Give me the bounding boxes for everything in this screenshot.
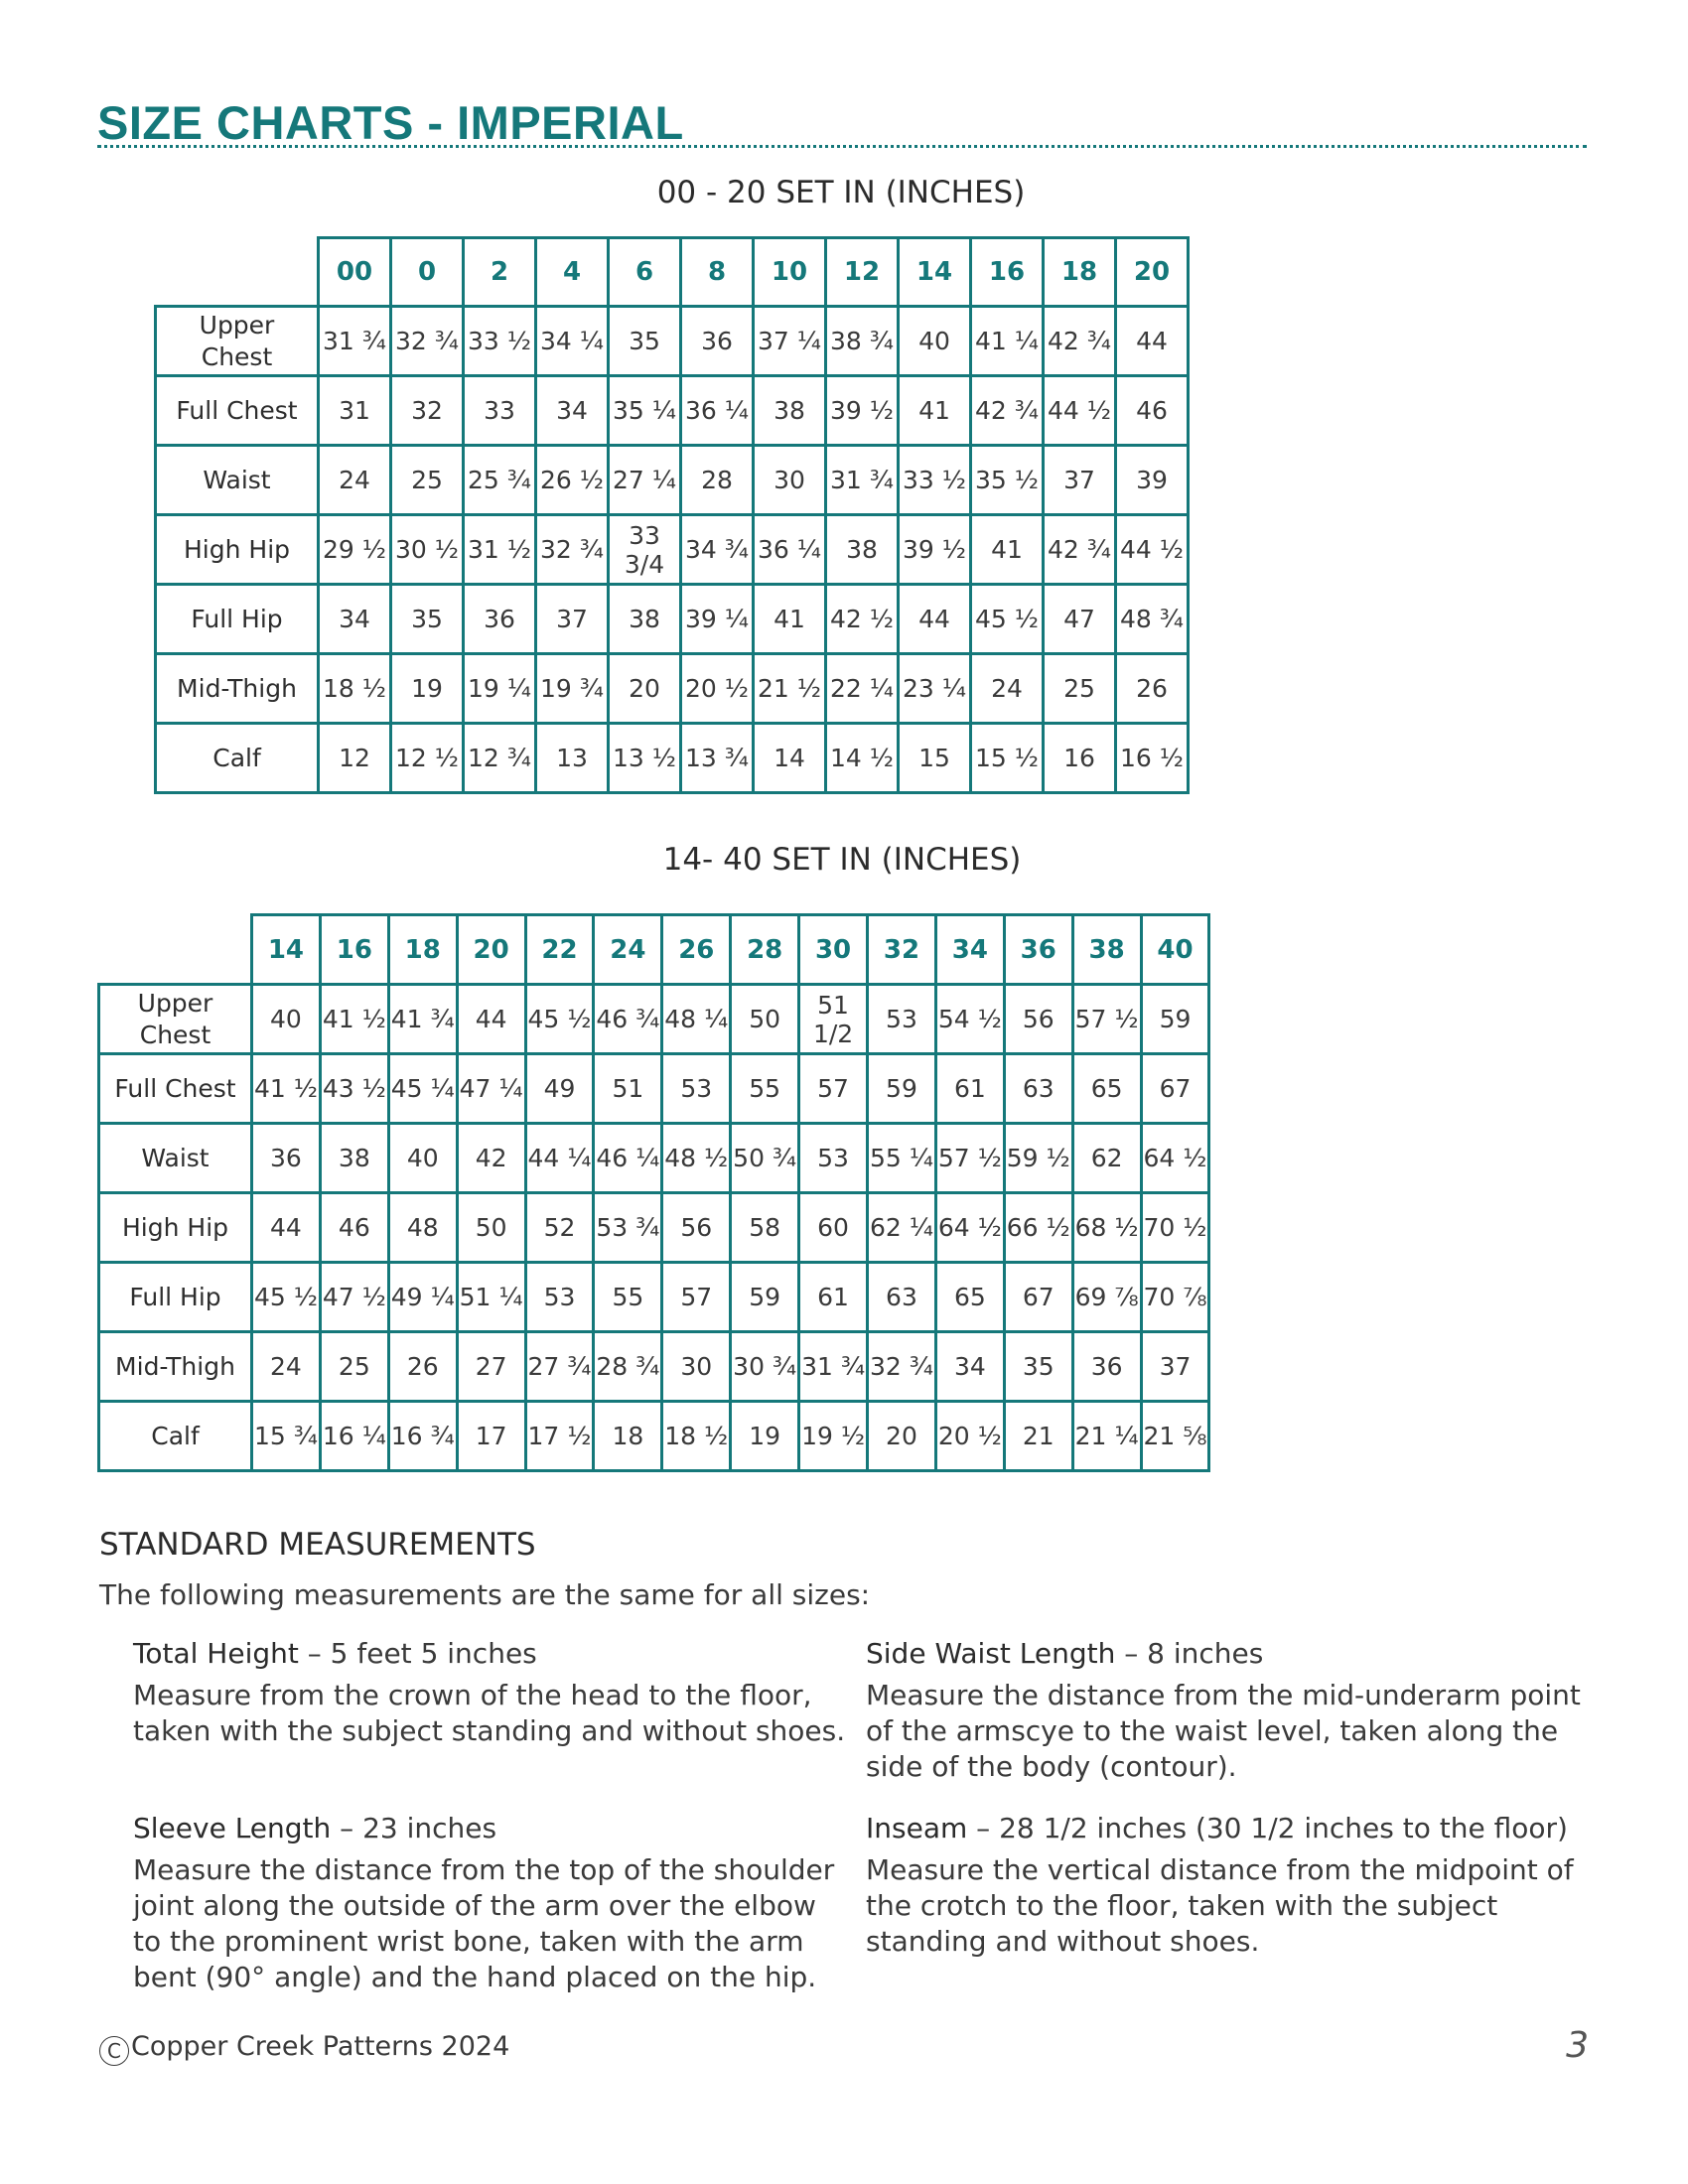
row-label: Full Hip [156, 585, 319, 654]
table-cell: 51 ¼ [457, 1263, 525, 1332]
table-cell: 62 ¼ [868, 1193, 936, 1263]
table-cell: 61 [799, 1263, 868, 1332]
row-label: Full Chest [99, 1054, 252, 1124]
table-title-14-40: 14- 40 SET IN (INCHES) [662, 842, 1022, 878]
size-header-cell: 34 [935, 915, 1004, 985]
table-row [99, 1402, 1209, 1471]
table-cell: 38 [609, 585, 681, 654]
table-cell: 36 ¼ [681, 376, 754, 446]
size-header-cell: 32 [868, 915, 936, 985]
size-header-cell: 4 [536, 238, 609, 307]
table-cell: 41 [754, 585, 826, 654]
table-cell: 17 ½ [525, 1402, 594, 1471]
table-cell: 34 [935, 1332, 1004, 1402]
table-cell: 40 [388, 1124, 457, 1193]
table-cell: 39 ½ [826, 376, 899, 446]
measurement-heading [866, 1636, 1581, 1672]
table-cell: 37 [1044, 446, 1116, 515]
table-cell: 61 [935, 1054, 1004, 1124]
table-cell: 18 [594, 1402, 662, 1471]
table-cell: 31 ¾ [826, 446, 899, 515]
row-label: Calf [156, 724, 319, 793]
standard-measurements-heading: STANDARD MEASUREMENTS [99, 1527, 536, 1563]
table-row [99, 1054, 1209, 1124]
table-cell: 13 ½ [609, 724, 681, 793]
table-cell: 34 [536, 376, 609, 446]
table-row [156, 446, 1189, 515]
table-cell: 54 ½ [935, 985, 1004, 1054]
table-cell: 62 [1072, 1124, 1141, 1193]
size-header-row [99, 915, 1209, 985]
table-cell: 55 ¼ [868, 1124, 936, 1193]
table-cell: 48 [388, 1193, 457, 1263]
measurement-inseam [866, 1811, 1581, 1960]
page-title: SIZE CHARTS - IMPERIAL [97, 96, 684, 149]
table-cell: 47 ¼ [457, 1054, 525, 1124]
table-cell: 42 ¾ [1044, 307, 1116, 376]
table-cell: 34 ¾ [681, 515, 754, 585]
table-cell: 44 ½ [1116, 515, 1189, 585]
table-cell: 13 ¾ [681, 724, 754, 793]
table-cell: 41 ½ [320, 985, 388, 1054]
measurement-name: Sleeve Length [133, 1812, 332, 1844]
measurement-description: Measure the vertical distance from the midpoint of the crotch to the floor, taken with the subject standing and without shoes. [866, 1853, 1574, 1958]
table-cell: 46 ¾ [594, 985, 662, 1054]
table-cell: 56 [1004, 985, 1072, 1054]
table-cell: 36 [252, 1124, 321, 1193]
table-cell: 49 [525, 1054, 594, 1124]
table-cell: 59 [868, 1054, 936, 1124]
table-cell: 37 [1141, 1332, 1209, 1402]
table-cell: 48 ½ [662, 1124, 731, 1193]
table-cell: 50 ¾ [731, 1124, 799, 1193]
table-cell: 16 [1044, 724, 1116, 793]
table-cell: 47 ½ [320, 1263, 388, 1332]
table-row [99, 1193, 1209, 1263]
table-cell: 37 [536, 585, 609, 654]
table-cell: 32 ¾ [868, 1332, 936, 1402]
copyright-icon: C [99, 2036, 129, 2066]
table-cell: 35 [609, 307, 681, 376]
copyright-text: Copper Creek Patterns 2024 [131, 2031, 510, 2062]
table-cell: 38 [826, 515, 899, 585]
footer-copyright [99, 2031, 509, 2066]
table-cell: 25 [391, 446, 464, 515]
size-header-cell: 30 [799, 915, 868, 985]
table-cell: 41 [971, 515, 1044, 585]
size-header-cell: 38 [1072, 915, 1141, 985]
table-row [99, 1332, 1209, 1402]
size-header-cell: 2 [464, 238, 536, 307]
table-cell: 25 [1044, 654, 1116, 724]
measurement-heading [133, 1636, 848, 1672]
table-cell: 20 ½ [681, 654, 754, 724]
table-cell: 16 ½ [1116, 724, 1189, 793]
table-cell: 32 [391, 376, 464, 446]
table-cell: 34 [319, 585, 391, 654]
table-cell: 35 [391, 585, 464, 654]
table-cell: 15 ½ [971, 724, 1044, 793]
size-header-cell: 6 [609, 238, 681, 307]
table-cell: 31 ¾ [799, 1332, 868, 1402]
table-cell: 36 ¼ [754, 515, 826, 585]
row-label: Full Hip [99, 1263, 252, 1332]
table-cell: 33 [464, 376, 536, 446]
measurement-heading [133, 1811, 848, 1846]
table-cell: 38 [320, 1124, 388, 1193]
table-cell: 45 ½ [971, 585, 1044, 654]
measurement-sleeve-length [133, 1811, 848, 1995]
size-header-cell: 40 [1141, 915, 1209, 985]
table-cell: 50 [731, 985, 799, 1054]
table-cell: 59 [731, 1263, 799, 1332]
table-cell: 37 ¼ [754, 307, 826, 376]
table-cell: 46 [320, 1193, 388, 1263]
measurement-total-height [133, 1636, 848, 1749]
table-cell: 64 ½ [1141, 1124, 1209, 1193]
size-header-cell: 8 [681, 238, 754, 307]
table-cell: 63 [868, 1263, 936, 1332]
size-header-cell: 12 [826, 238, 899, 307]
table-cell: 18 ½ [319, 654, 391, 724]
table-cell: 59 [1141, 985, 1209, 1054]
table-cell: 58 [731, 1193, 799, 1263]
table-cell: 49 ¼ [388, 1263, 457, 1332]
table-cell: 45 ½ [525, 985, 594, 1054]
size-header-cell: 00 [319, 238, 391, 307]
table-cell: 48 ¼ [662, 985, 731, 1054]
table-cell: 26 [388, 1332, 457, 1402]
table-cell: 70 ⅞ [1141, 1263, 1209, 1332]
table-cell: 45 ¼ [388, 1054, 457, 1124]
table-cell: 65 [1072, 1054, 1141, 1124]
measurement-description: Measure the distance from the mid-underarm point of the armscye to the waist level, taken along the side of the body (contour). [866, 1679, 1581, 1783]
table-cell: 22 ¼ [826, 654, 899, 724]
table-cell: 21 [1004, 1402, 1072, 1471]
table-cell: 32 ¾ [391, 307, 464, 376]
table-cell: 57 ½ [1072, 985, 1141, 1054]
table-cell: 32 ¾ [536, 515, 609, 585]
table-row [156, 376, 1189, 446]
table-row [156, 585, 1189, 654]
table-cell: 60 [799, 1193, 868, 1263]
table-cell: 53 [799, 1124, 868, 1193]
size-header-cell: 0 [391, 238, 464, 307]
table-cell: 44 [457, 985, 525, 1054]
table-cell: 21 ½ [754, 654, 826, 724]
size-header-cell: 10 [754, 238, 826, 307]
size-chart-00-20 [154, 236, 1190, 794]
table-cell: 57 [799, 1054, 868, 1124]
table-cell: 19 ¾ [536, 654, 609, 724]
size-header-cell: 18 [1044, 238, 1116, 307]
table-cell: 47 [1044, 585, 1116, 654]
size-header-cell: 36 [1004, 915, 1072, 985]
table-cell: 36 [464, 585, 536, 654]
size-header-cell: 22 [525, 915, 594, 985]
table-row [156, 307, 1189, 376]
table-cell: 26 ½ [536, 446, 609, 515]
table-cell: 44 [252, 1193, 321, 1263]
table-cell: 57 ½ [935, 1124, 1004, 1193]
table-row [99, 1263, 1209, 1332]
table-cell: 53 ¾ [594, 1193, 662, 1263]
table-cell: 16 ¾ [388, 1402, 457, 1471]
table-cell: 42 [457, 1124, 525, 1193]
table-cell: 41 [899, 376, 971, 446]
table-cell: 18 ½ [662, 1402, 731, 1471]
table-cell: 14 ½ [826, 724, 899, 793]
table-cell: 12 ¾ [464, 724, 536, 793]
measurement-name: Side Waist Length [866, 1637, 1116, 1670]
table-title-00-20: 00 - 20 SET IN (INCHES) [656, 175, 1026, 210]
table-cell: 14 [754, 724, 826, 793]
table-cell: 64 ½ [935, 1193, 1004, 1263]
table-cell: 30 [754, 446, 826, 515]
table-cell: 12 ½ [391, 724, 464, 793]
table-cell: 51 1/2 [799, 985, 868, 1054]
table-cell: 59 ½ [1004, 1124, 1072, 1193]
page-number: 3 [1566, 2025, 1589, 2066]
table-cell: 25 [320, 1332, 388, 1402]
measurement-name: Total Height [133, 1637, 299, 1670]
table-cell: 45 ½ [252, 1263, 321, 1332]
table-cell: 42 ½ [826, 585, 899, 654]
measurement-description: Measure the distance from the top of the shoulder joint along the outside of the arm over the elbow to the prominent wrist bone, taken with the arm bent (90° angle) and the hand placed on the hip. [133, 1853, 835, 1993]
size-chart-14-40 [97, 913, 1210, 1472]
table-cell: 33 ½ [899, 446, 971, 515]
table-cell: 24 [252, 1332, 321, 1402]
row-label: Full Chest [156, 376, 319, 446]
table-cell: 36 [1072, 1332, 1141, 1402]
table-cell: 12 [319, 724, 391, 793]
table-cell: 41 ½ [252, 1054, 321, 1124]
measurement-value: – 28 1/2 inches (30 1/2 inches to the floor) [967, 1812, 1568, 1844]
table-cell: 20 [868, 1402, 936, 1471]
table-cell: 55 [731, 1054, 799, 1124]
measurement-description: Measure from the crown of the head to the floor, taken with the subject standing and without shoes. [133, 1679, 846, 1747]
table-cell: 13 [536, 724, 609, 793]
table-cell: 41 ¾ [388, 985, 457, 1054]
table-corner [99, 915, 252, 985]
table-cell: 39 ½ [899, 515, 971, 585]
table-cell: 39 [1116, 446, 1189, 515]
table-cell: 35 ½ [971, 446, 1044, 515]
table-cell: 35 ¼ [609, 376, 681, 446]
table-cell: 23 ¼ [899, 654, 971, 724]
size-header-cell: 20 [1116, 238, 1189, 307]
table-cell: 53 [662, 1054, 731, 1124]
table-cell: 35 [1004, 1332, 1072, 1402]
size-header-cell: 26 [662, 915, 731, 985]
size-header-row [156, 238, 1189, 307]
table-row [99, 985, 1209, 1054]
table-cell: 65 [935, 1263, 1004, 1332]
table-cell: 28 ¾ [594, 1332, 662, 1402]
table-cell: 53 [525, 1263, 594, 1332]
table-cell: 15 ¾ [252, 1402, 321, 1471]
table-cell: 44 [1116, 307, 1189, 376]
table-cell: 26 [1116, 654, 1189, 724]
table-cell: 24 [319, 446, 391, 515]
row-label: Calf [99, 1402, 252, 1471]
table-cell: 31 ½ [464, 515, 536, 585]
size-header-cell: 24 [594, 915, 662, 985]
table-cell: 17 [457, 1402, 525, 1471]
table-cell: 56 [662, 1193, 731, 1263]
table-row [156, 724, 1189, 793]
row-label: Upper Chest [156, 307, 319, 376]
table-cell: 38 [754, 376, 826, 446]
table-cell: 19 [731, 1402, 799, 1471]
table-row [156, 515, 1189, 585]
table-corner [156, 238, 319, 307]
size-header-cell: 20 [457, 915, 525, 985]
table-cell: 67 [1141, 1054, 1209, 1124]
size-header-cell: 16 [971, 238, 1044, 307]
table-cell: 27 [457, 1332, 525, 1402]
table-cell: 70 ½ [1141, 1193, 1209, 1263]
measurement-value: – 5 feet 5 inches [298, 1637, 537, 1670]
table-cell: 44 [899, 585, 971, 654]
row-label: Waist [99, 1124, 252, 1193]
table-cell: 33 ½ [464, 307, 536, 376]
size-header-cell: 28 [731, 915, 799, 985]
table-cell: 20 [609, 654, 681, 724]
table-cell: 19 [391, 654, 464, 724]
table-row [99, 1124, 1209, 1193]
table-cell: 19 ¼ [464, 654, 536, 724]
table-cell: 36 [681, 307, 754, 376]
row-label: Mid-Thigh [156, 654, 319, 724]
measurement-heading [866, 1811, 1581, 1846]
table-cell: 39 ¼ [681, 585, 754, 654]
table-cell: 68 ½ [1072, 1193, 1141, 1263]
table-cell: 40 [899, 307, 971, 376]
measurement-value: – 8 inches [1115, 1637, 1264, 1670]
table-cell: 46 ¼ [594, 1124, 662, 1193]
size-header-cell: 14 [252, 915, 321, 985]
table-cell: 57 [662, 1263, 731, 1332]
table-cell: 44 ½ [1044, 376, 1116, 446]
table-cell: 42 ¾ [1044, 515, 1116, 585]
size-header-cell: 18 [388, 915, 457, 985]
size-header-cell: 16 [320, 915, 388, 985]
table-cell: 21 ¼ [1072, 1402, 1141, 1471]
table-cell: 52 [525, 1193, 594, 1263]
table-cell: 31 [319, 376, 391, 446]
table-cell: 24 [971, 654, 1044, 724]
table-cell: 27 ¼ [609, 446, 681, 515]
table-cell: 50 [457, 1193, 525, 1263]
table-cell: 16 ¼ [320, 1402, 388, 1471]
row-label: Mid-Thigh [99, 1332, 252, 1402]
table-cell: 30 ¾ [731, 1332, 799, 1402]
table-cell: 38 ¾ [826, 307, 899, 376]
table-cell: 66 ½ [1004, 1193, 1072, 1263]
size-header-cell: 14 [899, 238, 971, 307]
table-cell: 19 ½ [799, 1402, 868, 1471]
table-cell: 15 [899, 724, 971, 793]
table-cell: 28 [681, 446, 754, 515]
table-row [156, 654, 1189, 724]
table-cell: 48 ¾ [1116, 585, 1189, 654]
table-cell: 42 ¾ [971, 376, 1044, 446]
table-cell: 27 ¾ [525, 1332, 594, 1402]
table-cell: 43 ½ [320, 1054, 388, 1124]
measurement-name: Inseam [866, 1812, 968, 1844]
table-cell: 34 ¼ [536, 307, 609, 376]
row-label: Upper Chest [99, 985, 252, 1054]
dotted-divider [97, 145, 1587, 148]
row-label: High Hip [99, 1193, 252, 1263]
measurement-side-waist-length [866, 1636, 1581, 1785]
row-label: Waist [156, 446, 319, 515]
table-cell: 63 [1004, 1054, 1072, 1124]
row-label: High Hip [156, 515, 319, 585]
table-cell: 51 [594, 1054, 662, 1124]
table-cell: 31 ¾ [319, 307, 391, 376]
standard-measurements-intro: The following measurements are the same for all sizes: [99, 1578, 871, 1611]
table-cell: 41 ¼ [971, 307, 1044, 376]
table-cell: 44 ¼ [525, 1124, 594, 1193]
table-cell: 30 ½ [391, 515, 464, 585]
table-cell: 40 [252, 985, 321, 1054]
table-cell: 29 ½ [319, 515, 391, 585]
table-cell: 53 [868, 985, 936, 1054]
table-cell: 67 [1004, 1263, 1072, 1332]
table-cell: 25 ¾ [464, 446, 536, 515]
table-cell: 69 ⅞ [1072, 1263, 1141, 1332]
measurement-value: – 23 inches [331, 1812, 497, 1844]
table-cell: 55 [594, 1263, 662, 1332]
table-cell: 30 [662, 1332, 731, 1402]
table-cell: 33 3/4 [609, 515, 681, 585]
table-cell: 46 [1116, 376, 1189, 446]
table-cell: 21 ⅝ [1141, 1402, 1209, 1471]
table-cell: 20 ½ [935, 1402, 1004, 1471]
